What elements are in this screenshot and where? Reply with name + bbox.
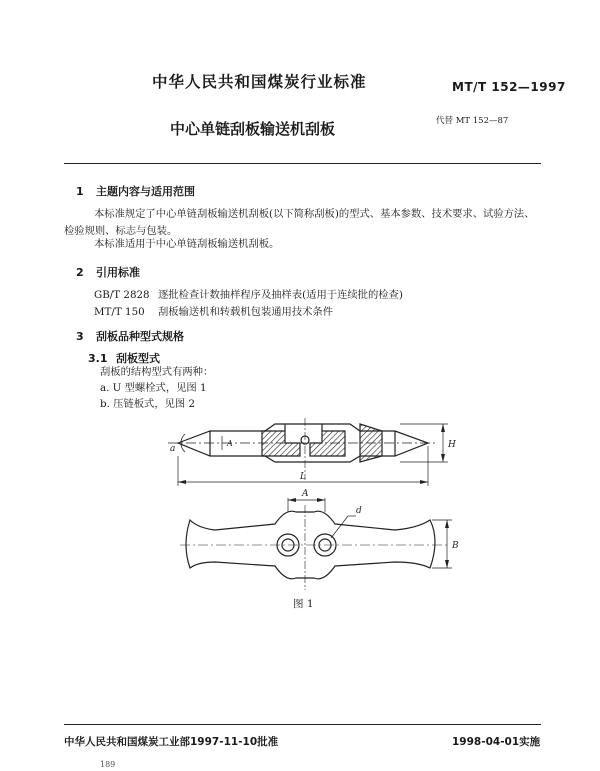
front-view — [168, 418, 448, 486]
section-3-1-title: 刮板型式 — [116, 352, 160, 365]
section-3-1-number: 3.1 — [88, 352, 108, 365]
dim-label-H: H — [448, 440, 456, 450]
section-2-number: 2 — [76, 266, 84, 279]
dim-label-d: d — [356, 506, 362, 516]
implementation-date: 1998-04-01实施 — [452, 736, 541, 748]
plan-view — [180, 498, 452, 590]
reference-code: MT/T 150 — [94, 306, 145, 318]
standard-title: 中华人民共和国煤炭行业标准 — [152, 73, 367, 91]
dim-label-a: a — [170, 444, 176, 454]
figure-caption: 图 1 — [293, 598, 314, 610]
replaces-note: 代替 MT 152—87 — [436, 116, 509, 126]
standard-code: MT/T 152—1997 — [452, 80, 566, 94]
reference-text: 刮板输送机和转载机包装通用技术条件 — [158, 306, 334, 318]
approval-note: 中华人民共和国煤炭工业部1997-11-10批准 — [64, 736, 279, 748]
dim-label-L: L — [300, 472, 306, 482]
section-1-title: 主题内容与适用范围 — [96, 185, 195, 198]
section-1-para-1: 本标准规定了中心单链刮板输送机刮板(以下简称刮板)的型式、基本参数、技术要求、试验方法、检验规则、标志与包装。 — [64, 208, 535, 237]
dim-label-B: B — [452, 541, 459, 551]
page-number: 189 — [100, 760, 116, 769]
footer-rule — [64, 724, 541, 725]
section-1-para-2: 本标准适用于中心单链刮板输送机刮板。 — [94, 238, 280, 250]
reference-text: 逐批检查计数抽样程序及抽样表(适用于连续批的检查) — [158, 289, 403, 301]
dim-label-A: A — [302, 489, 309, 499]
section-3-1-intro: 刮板的结构型式有两种： — [100, 366, 214, 378]
section-1-number: 1 — [76, 185, 84, 198]
document-title: 中心单链刮板输送机刮板 — [170, 120, 336, 138]
dim-label-a-inner: A — [227, 439, 233, 448]
section-3-title: 刮板品种型式规格 — [96, 330, 184, 343]
section-3-number: 3 — [76, 330, 84, 343]
section-3-1-item-b: b. 压链板式，见图 2 — [100, 398, 196, 410]
section-2-title: 引用标准 — [96, 266, 140, 279]
section-3-1-item-a: a. U 型螺栓式，见图 1 — [100, 382, 207, 394]
reference-code: GB/T 2828 — [94, 289, 150, 301]
